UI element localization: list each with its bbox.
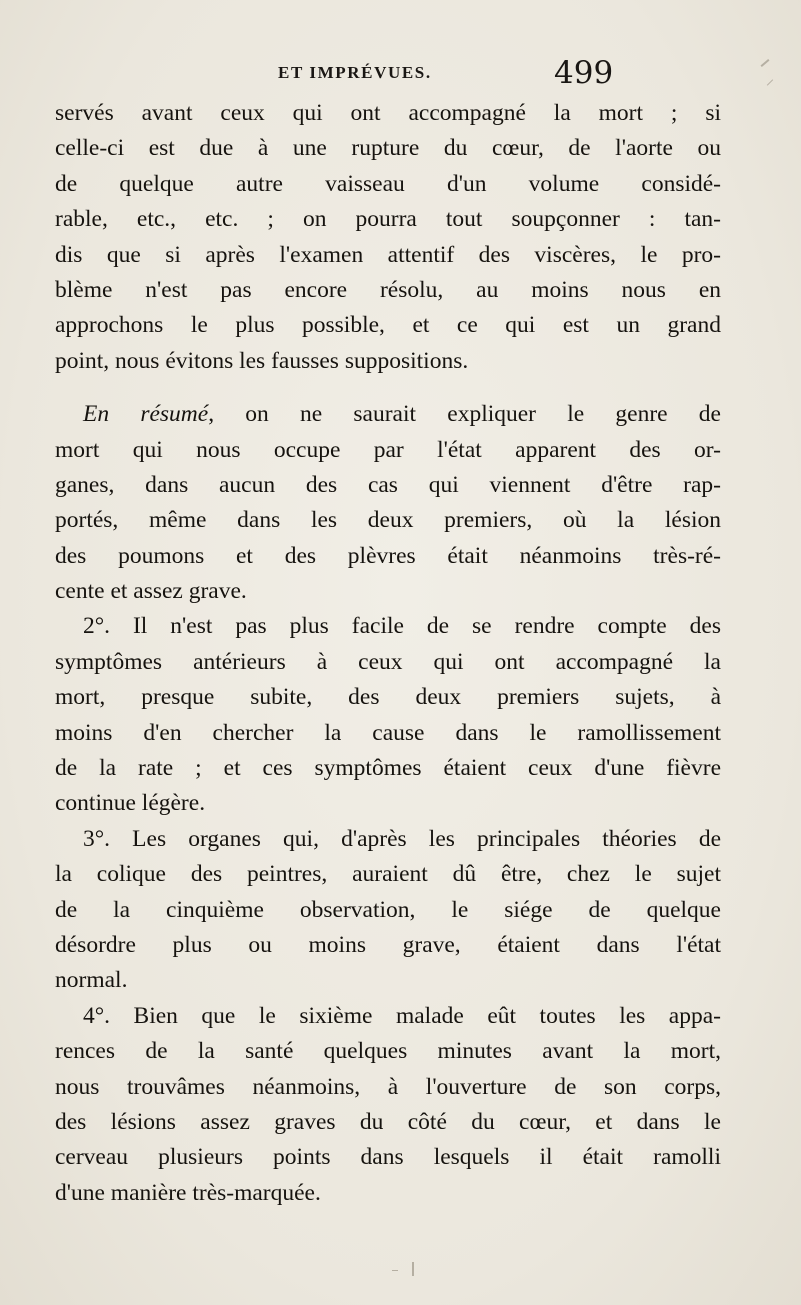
text-line: moins d'en chercher la cause dans le ramollissement: [55, 719, 721, 746]
text-line: dis que si après l'examen attentif des viscères, le pro-: [55, 241, 721, 268]
text-line: continue légère.: [55, 790, 206, 817]
text-line: de la cinquième observation, le siége de quelque: [55, 896, 721, 923]
text-line: approchons le plus possible, et ce qui est un grand: [55, 312, 721, 339]
paragraph-continuation: [55, 96, 721, 379]
scan-speck: [392, 1270, 398, 1271]
text-line: celle-ci est due à une rupture du cœur, de l'aorte ou: [55, 135, 721, 162]
scan-speck: [412, 1262, 414, 1276]
text-fragment: , on ne saurait expliquer le genre de: [208, 401, 721, 428]
italic-lead: En résumé: [83, 401, 209, 428]
running-head: ET IMPRÉVUES.: [278, 63, 432, 82]
text-line: cerveau plusieurs points dans lesquels il était ramolli: [55, 1144, 721, 1171]
text-line: désordre plus ou moins grave, étaient dans l'état: [55, 931, 721, 958]
text-line: rences de la santé quelques minutes avant la mort,: [55, 1038, 721, 1065]
text-line: de quelque autre vaisseau d'un volume considé-: [55, 170, 721, 197]
page-header: [0, 55, 801, 95]
text-line: portés, même dans les deux premiers, où la lésion: [55, 507, 721, 534]
text-line: de la rate ; et ces symptômes étaient ceux d'une fièvre: [55, 755, 721, 782]
text-line: d'une manière très-marquée.: [55, 1179, 321, 1206]
text-line: 3°. Les organes qui, d'après les principales théories de: [83, 825, 721, 852]
body-text: [55, 96, 721, 1211]
text-line: 2°. Il n'est pas plus facile de se rendre compte des: [83, 613, 721, 640]
text-line: 4°. Bien que le sixième malade eût toutes les appa-: [83, 1002, 721, 1029]
text-line: servés avant ceux qui ont accompagné la mort ; si: [55, 100, 721, 126]
paragraph-point-2: [55, 609, 721, 821]
paragraph-gap: [55, 379, 721, 397]
text-line: mort qui nous occupe par l'état apparent des or-: [55, 436, 721, 463]
text-line: la colique des peintres, auraient dû être, chez le sujet: [55, 861, 721, 888]
paragraph-point-3: [55, 822, 721, 999]
text-line: symptômes antérieurs à ceux qui ont accompagné la: [55, 648, 721, 675]
paragraph-point-4: [55, 999, 721, 1211]
text-line: point, nous évitons les fausses suppositions.: [55, 347, 469, 374]
page-number: 499: [554, 55, 614, 91]
text-line: rable, etc., etc. ; on pourra tout soupçonner : tan-: [55, 206, 721, 233]
text-line: cente et assez grave.: [55, 578, 247, 605]
text-line: des lésions assez graves du côté du cœur, et dans le: [55, 1108, 721, 1135]
text-line: nous trouvâmes néanmoins, à l'ouverture de son corps,: [55, 1073, 721, 1100]
text-line: blème n'est pas encore résolu, au moins nous en: [55, 276, 721, 303]
text-line: mort, presque subite, des deux premiers sujets, à: [55, 684, 721, 711]
text-line: normal.: [55, 967, 128, 994]
paragraph-summary: [55, 397, 721, 609]
text-line: des poumons et des plèvres était néanmoins très-ré-: [55, 542, 721, 569]
text-line: ganes, dans aucun des cas qui viennent d'être rap-: [55, 471, 721, 498]
text-line: [55, 397, 721, 432]
